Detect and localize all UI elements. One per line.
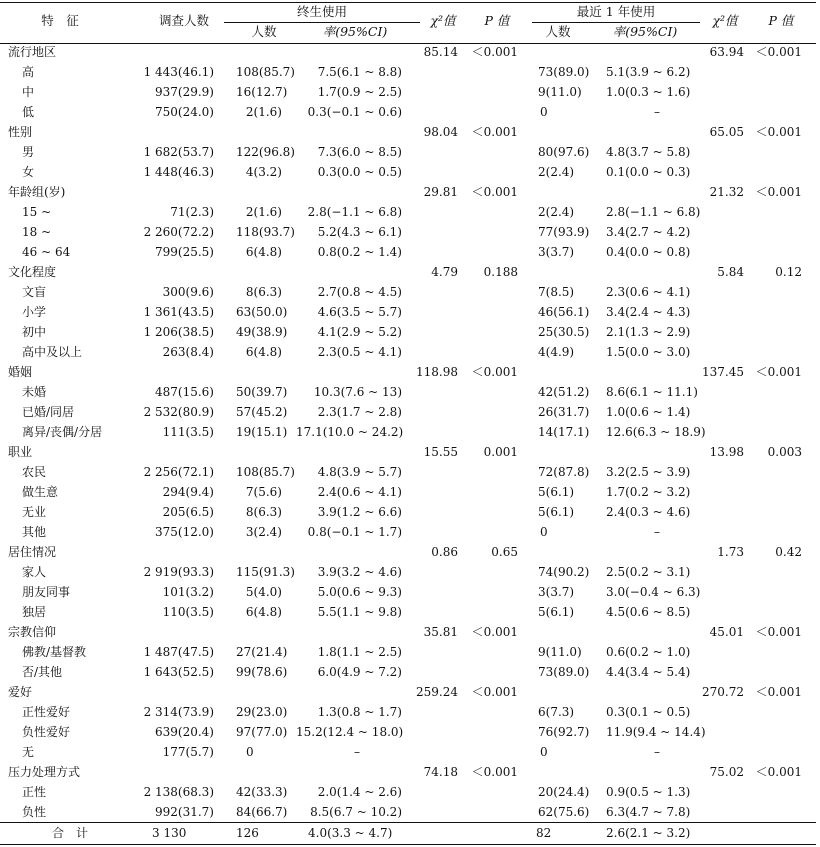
row-label: 小学: [22, 305, 47, 319]
row-label: 18 ~: [22, 225, 52, 239]
cell-rate-lifetime: 8.5(6.7 ~ 10.2): [310, 805, 402, 819]
cell-chi-recent: 1.73: [717, 545, 744, 559]
cell-rate-lifetime: 0.3(0.0 ~ 0.5): [317, 165, 402, 179]
cell-count-recent: 5(6.1): [538, 485, 575, 499]
row-label: 流行地区: [8, 45, 57, 59]
cell-count-lifetime: 99(78.6): [236, 665, 288, 679]
cell-rate-recent: 3.2(2.5 ~ 3.9): [606, 465, 691, 479]
cell-count-recent: 20(24.4): [538, 785, 590, 799]
cell-rate-lifetime: 15.2(12.4 ~ 18.0): [296, 725, 404, 739]
cell-count-recent: 42(51.2): [538, 385, 590, 399]
cell-rate-recent: 8.6(6.1 ~ 11.1): [606, 385, 698, 399]
cell-surveyed: 1 206(38.5): [143, 325, 214, 339]
cell-rate-lifetime: 5.0(0.6 ~ 9.3): [317, 585, 402, 599]
row-label: 无: [22, 745, 35, 759]
cell-rate-lifetime: 1.8(1.1 ~ 2.5): [317, 645, 402, 659]
bottom-rule: [0, 844, 816, 845]
cell-rate-recent: –: [654, 745, 660, 759]
total-rate-lifetime: 4.0(3.3 ~ 4.7): [308, 826, 393, 840]
cell-surveyed: 300(9.6): [162, 285, 214, 299]
cell-rate-lifetime: 7.5(6.1 ~ 8.8): [317, 65, 402, 79]
cell-p-lifetime: ＜0.001: [471, 365, 518, 379]
cell-rate-recent: 0.3(0.1 ~ 0.5): [606, 705, 691, 719]
cell-p-recent: ＜0.001: [755, 625, 802, 639]
cell-surveyed: 1 443(46.1): [143, 65, 214, 79]
row-label: 已婚/同居: [22, 405, 75, 419]
cell-count-lifetime: 6(4.8): [245, 605, 282, 619]
cell-rate-recent: –: [654, 105, 660, 119]
cell-count-lifetime: 115(91.3): [236, 565, 295, 579]
row-label: 高中及以上: [22, 345, 83, 359]
cell-chi-lifetime: 259.24: [416, 685, 458, 699]
row-label: 否/其他: [22, 665, 63, 679]
row-label: 正性爱好: [22, 705, 71, 719]
cell-rate-lifetime: 2.4(0.6 ~ 4.1): [317, 485, 402, 499]
header-count-recent: 人数: [545, 24, 571, 39]
cell-surveyed: 992(31.7): [155, 805, 214, 819]
cell-rate-recent: 2.1(1.3 ~ 2.9): [606, 325, 691, 339]
row-label: 未婚: [22, 385, 47, 399]
row-label: 农民: [22, 465, 47, 479]
cell-count-recent: 3(3.7): [538, 585, 575, 599]
cell-surveyed: 937(29.9): [155, 85, 214, 99]
cell-chi-recent: 75.02: [709, 765, 744, 779]
cell-count-recent: 2(2.4): [538, 205, 575, 219]
cell-count-lifetime: 8(6.3): [245, 505, 282, 519]
header-rate-recent: [590, 23, 700, 41]
cell-chi-recent: 13.98: [709, 445, 744, 459]
cell-rate-lifetime: 2.7(0.8 ~ 4.5): [317, 285, 402, 299]
header-recent: 最近 1 年使用: [576, 4, 656, 19]
cell-p-lifetime: ＜0.001: [471, 685, 518, 699]
cell-count-lifetime: 7(5.6): [245, 485, 282, 499]
cell-rate-lifetime: 6.0(4.9 ~ 7.2): [317, 665, 402, 679]
cell-count-lifetime: 2(1.6): [245, 105, 282, 119]
cell-p-recent: ＜0.001: [755, 125, 802, 139]
row-label: 离异/丧偶/分居: [22, 425, 103, 439]
cell-count-recent: 73(89.0): [538, 665, 590, 679]
cell-surveyed: 1 682(53.7): [143, 145, 214, 159]
cell-chi-lifetime: 29.81: [423, 185, 458, 199]
cell-surveyed: 750(24.0): [155, 105, 214, 119]
total-count-lifetime: 126: [236, 826, 259, 840]
cell-rate-recent: 0.4(0.0 ~ 0.8): [606, 245, 691, 259]
cell-chi-lifetime: 74.18: [423, 765, 458, 779]
cell-p-recent: 0.003: [767, 445, 802, 459]
cell-surveyed: 110(3.5): [162, 605, 214, 619]
cell-rate-lifetime: 0.8(−0.1 ~ 1.7): [307, 525, 402, 539]
cell-chi-recent: 63.94: [709, 45, 744, 59]
cell-count-recent: 3(3.7): [538, 245, 575, 259]
total-label: 合 计: [51, 826, 88, 840]
row-label: 无业: [22, 505, 47, 519]
row-label: 家人: [22, 565, 47, 579]
cell-surveyed: 639(20.4): [155, 725, 214, 739]
cell-rate-recent: 2.3(0.6 ~ 4.1): [606, 285, 691, 299]
row-label: 压力处理方式: [8, 765, 81, 779]
cell-rate-lifetime: 0.8(0.2 ~ 1.4): [317, 245, 402, 259]
row-label: 性别: [8, 125, 33, 139]
cell-rate-lifetime: 10.3(7.6 ~ 13): [313, 385, 402, 399]
cell-count-lifetime: 97(77.0): [236, 725, 288, 739]
cell-count-lifetime: 108(85.7): [236, 465, 295, 479]
row-label: 其他: [22, 525, 47, 539]
cell-rate-lifetime: 5.5(1.1 ~ 9.8): [317, 605, 402, 619]
cell-rate-lifetime: 4.1(2.9 ~ 5.2): [317, 325, 402, 339]
cell-count-lifetime: 6(4.8): [245, 245, 282, 259]
cell-count-recent: 80(97.6): [538, 145, 590, 159]
cell-rate-recent: 0.6(0.2 ~ 1.0): [606, 645, 691, 659]
cell-rate-recent: 1.7(0.2 ~ 3.2): [606, 485, 691, 499]
header-chi-lifetime-text: χ²值: [430, 13, 456, 28]
cell-count-lifetime: 118(93.7): [236, 225, 295, 239]
cell-rate-recent: 3.0(−0.4 ~ 6.3): [606, 585, 701, 599]
cell-count-lifetime: 108(85.7): [236, 65, 295, 79]
cell-count-recent: 76(92.7): [538, 725, 590, 739]
cell-count-recent: 14(17.1): [538, 425, 590, 439]
cell-count-lifetime: 57(45.2): [236, 405, 288, 419]
cell-rate-recent: 2.4(0.3 ~ 4.6): [606, 505, 691, 519]
row-label: 做生意: [22, 485, 59, 499]
row-label: 高: [22, 65, 35, 79]
cell-rate-recent: 1.0(0.6 ~ 1.4): [606, 405, 691, 419]
cell-rate-lifetime: 4.6(3.5 ~ 5.7): [317, 305, 402, 319]
cell-rate-recent: 11.9(9.4 ~ 14.4): [606, 725, 706, 739]
cell-surveyed: 205(6.5): [162, 505, 214, 519]
cell-count-lifetime: 16(12.7): [236, 85, 288, 99]
cell-count-recent: 7(8.5): [538, 285, 575, 299]
cell-chi-recent: 270.72: [702, 685, 744, 699]
cell-rate-lifetime: 3.9(3.2 ~ 4.6): [317, 565, 402, 579]
cell-count-lifetime: 49(38.9): [236, 325, 288, 339]
cell-surveyed: 101(3.2): [162, 585, 214, 599]
cell-count-recent: 2(2.4): [538, 165, 575, 179]
cell-rate-recent: 1.0(0.3 ~ 1.6): [606, 85, 691, 99]
row-label: 居住情况: [8, 545, 57, 559]
cell-rate-lifetime: 2.0(1.4 ~ 2.6): [317, 785, 402, 799]
row-label: 佛教/基督教: [22, 645, 87, 659]
cell-surveyed: 1 448(46.3): [143, 165, 214, 179]
cell-surveyed: 2 919(93.3): [143, 565, 214, 579]
cell-chi-lifetime: 0.86: [431, 545, 458, 559]
cell-p-lifetime: ＜0.001: [471, 185, 518, 199]
cell-rate-recent: 0.1(0.0 ~ 0.3): [606, 165, 691, 179]
row-label: 文盲: [22, 285, 47, 299]
row-label: 初中: [22, 325, 47, 339]
cell-rate-recent: –: [654, 525, 660, 539]
cell-count-recent: 73(89.0): [538, 65, 590, 79]
cell-p-lifetime: ＜0.001: [471, 765, 518, 779]
cell-chi-lifetime: 15.55: [423, 445, 458, 459]
cell-rate-recent: 0.9(0.5 ~ 1.3): [606, 785, 691, 799]
cell-surveyed: 1 361(43.5): [143, 305, 214, 319]
cell-p-recent: ＜0.001: [755, 685, 802, 699]
cell-chi-recent: 137.45: [702, 365, 744, 379]
total-rate-recent: 2.6(2.1 ~ 3.2): [606, 826, 691, 840]
cell-surveyed: 487(15.6): [155, 385, 214, 399]
row-label: 婚姻: [8, 365, 33, 379]
row-label: 15 ~: [22, 205, 52, 219]
cell-count-lifetime: 5(4.0): [245, 585, 282, 599]
cell-count-lifetime: 3(2.4): [245, 525, 282, 539]
cell-count-lifetime: 4(3.2): [245, 165, 282, 179]
cell-p-recent: 0.42: [775, 545, 802, 559]
row-label: 负性: [22, 805, 47, 819]
header-lifetime: 终生使用: [296, 4, 347, 19]
cell-count-lifetime: 6(4.8): [245, 345, 282, 359]
header-chi-recent-text: χ²值: [712, 13, 738, 28]
cell-rate-lifetime: 4.8(3.9 ~ 5.7): [317, 465, 402, 479]
cell-count-recent: 0: [540, 745, 548, 759]
cell-count-lifetime: 42(33.3): [236, 785, 288, 799]
cell-rate-lifetime: 2.3(1.7 ~ 2.8): [317, 405, 402, 419]
cell-count-lifetime: 50(39.7): [236, 385, 288, 399]
header-p-lifetime-text: P 值: [484, 13, 510, 28]
cell-surveyed: 177(5.7): [162, 745, 214, 759]
cell-count-lifetime: 27(21.4): [236, 645, 288, 659]
header-p-lifetime: [472, 12, 522, 30]
cell-count-recent: 77(93.9): [538, 225, 590, 239]
header-p-recent-text: P 值: [768, 13, 794, 28]
cell-p-recent: ＜0.001: [755, 45, 802, 59]
cell-surveyed: 294(9.4): [162, 485, 214, 499]
cell-rate-lifetime: 3.9(1.2 ~ 6.6): [317, 505, 402, 519]
cell-p-lifetime: ＜0.001: [471, 45, 518, 59]
cell-p-recent: 0.12: [775, 265, 802, 279]
cell-count-recent: 25(30.5): [538, 325, 590, 339]
cell-rate-lifetime: 2.3(0.5 ~ 4.1): [317, 345, 402, 359]
cell-count-recent: 5(6.1): [538, 605, 575, 619]
cell-rate-recent: 12.6(6.3 ~ 18.9): [606, 425, 706, 439]
header-chi-recent: [702, 12, 748, 30]
cell-count-recent: 6(7.3): [538, 705, 575, 719]
row-label: 职业: [8, 445, 33, 459]
cell-p-lifetime: 0.188: [483, 265, 518, 279]
cell-count-lifetime: 8(6.3): [245, 285, 282, 299]
cell-surveyed: 2 314(73.9): [143, 705, 214, 719]
cell-rate-recent: 2.5(0.2 ~ 3.1): [606, 565, 691, 579]
cell-p-recent: ＜0.001: [755, 185, 802, 199]
cell-count-recent: 5(6.1): [538, 505, 575, 519]
cell-surveyed: 2 260(72.2): [143, 225, 214, 239]
header-surveyed: 调查人数: [158, 13, 209, 28]
cell-rate-recent: 4.4(3.4 ~ 5.4): [606, 665, 691, 679]
cell-count-recent: 0: [540, 105, 548, 119]
cell-rate-lifetime: 7.3(6.0 ~ 8.5): [317, 145, 402, 159]
cell-surveyed: 71(2.3): [170, 205, 214, 219]
row-label: 女: [22, 165, 35, 179]
cell-chi-lifetime: 118.98: [416, 365, 458, 379]
cell-p-lifetime: 0.001: [483, 445, 518, 459]
cell-surveyed: 1 487(47.5): [143, 645, 214, 659]
cell-rate-lifetime: 5.2(4.3 ~ 6.1): [317, 225, 402, 239]
row-label: 正性: [22, 785, 47, 799]
cell-count-lifetime: 2(1.6): [245, 205, 282, 219]
cell-chi-recent: 5.84: [717, 265, 744, 279]
cell-rate-recent: 5.1(3.9 ~ 6.2): [606, 65, 691, 79]
cell-count-lifetime: 29(23.0): [236, 705, 288, 719]
cell-count-recent: 74(90.2): [538, 565, 590, 579]
cell-surveyed: 375(12.0): [155, 525, 214, 539]
header-feature: 特 征: [41, 13, 79, 28]
cell-surveyed: 1 643(52.5): [143, 665, 214, 679]
cell-surveyed: 2 532(80.9): [143, 405, 214, 419]
row-label: 朋友同事: [22, 585, 71, 599]
header-rate-lifetime: [300, 23, 410, 41]
cell-count-recent: 9(11.0): [538, 85, 582, 99]
row-label: 宗教信仰: [8, 625, 57, 639]
cell-p-lifetime: 0.65: [491, 545, 518, 559]
cell-chi-lifetime: 4.79: [431, 265, 458, 279]
cell-rate-lifetime: 0.3(−0.1 ~ 0.6): [307, 105, 402, 119]
header-count-lifetime: 人数: [251, 24, 277, 39]
cell-chi-recent: 65.05: [709, 125, 744, 139]
cell-surveyed: 2 256(72.1): [143, 465, 214, 479]
cell-rate-recent: 4.8(3.7 ~ 5.8): [606, 145, 691, 159]
header-chi-lifetime: [420, 12, 466, 30]
row-label: 年龄组(岁): [8, 185, 66, 199]
cell-chi-lifetime: 35.81: [423, 625, 458, 639]
header-p-recent: [756, 12, 806, 30]
total-surveyed: 3 130: [152, 826, 187, 840]
cell-count-lifetime: 84(66.7): [236, 805, 288, 819]
row-label: 46 ~ 64: [22, 245, 71, 259]
row-label: 低: [22, 105, 35, 119]
cell-rate-recent: 3.4(2.4 ~ 4.3): [606, 305, 691, 319]
cell-surveyed: 2 138(68.3): [143, 785, 214, 799]
row-label: 男: [22, 145, 35, 159]
row-label: 负性爱好: [22, 725, 71, 739]
cell-p-recent: ＜0.001: [755, 365, 802, 379]
header-rate-recent-text: 率(95%CI): [612, 24, 678, 39]
cell-chi-lifetime: 98.04: [423, 125, 458, 139]
cell-count-lifetime: 19(15.1): [236, 425, 288, 439]
cell-rate-recent: 4.5(0.6 ~ 8.5): [606, 605, 691, 619]
cell-rate-recent: 6.3(4.7 ~ 7.8): [606, 805, 691, 819]
cell-rate-lifetime: 1.7(0.9 ~ 2.5): [317, 85, 402, 99]
cell-count-recent: 46(56.1): [538, 305, 590, 319]
cell-rate-lifetime: –: [354, 745, 360, 759]
row-label: 中: [22, 85, 35, 99]
cell-rate-lifetime: 17.1(10.0 ~ 24.2): [296, 425, 404, 439]
row-label: 爱好: [8, 685, 33, 699]
cell-count-lifetime: 122(96.8): [236, 145, 295, 159]
row-label: 独居: [22, 605, 47, 619]
cell-count-recent: 4(4.9): [538, 345, 575, 359]
row-label: 文化程度: [8, 265, 57, 279]
cell-rate-lifetime: 2.8(−1.1 ~ 6.8): [307, 205, 402, 219]
header-rate-lifetime-text: 率(95%CI): [322, 24, 388, 39]
cell-p-lifetime: ＜0.001: [471, 625, 518, 639]
cell-rate-recent: 2.8(−1.1 ~ 6.8): [606, 205, 701, 219]
cell-p-recent: ＜0.001: [755, 765, 802, 779]
cell-count-recent: 72(87.8): [538, 465, 590, 479]
cell-rate-recent: 1.5(0.0 ~ 3.0): [606, 345, 691, 359]
total-count-recent: 82: [536, 826, 552, 840]
cell-surveyed: 799(25.5): [155, 245, 214, 259]
cell-count-lifetime: 0: [246, 745, 254, 759]
cell-chi-lifetime: 85.14: [423, 45, 458, 59]
cell-count-recent: 0: [540, 525, 548, 539]
cell-surveyed: 111(3.5): [162, 425, 214, 439]
cell-count-lifetime: 63(50.0): [236, 305, 288, 319]
cell-p-lifetime: ＜0.001: [471, 125, 518, 139]
cell-rate-lifetime: 1.3(0.8 ~ 1.7): [317, 705, 402, 719]
cell-chi-recent: 45.01: [709, 625, 744, 639]
cell-chi-recent: 21.32: [709, 185, 744, 199]
cell-count-recent: 62(75.6): [538, 805, 590, 819]
cell-surveyed: 263(8.4): [162, 345, 214, 359]
cell-count-recent: 26(31.7): [538, 405, 590, 419]
cell-rate-recent: 3.4(2.7 ~ 4.2): [606, 225, 691, 239]
cell-count-recent: 9(11.0): [538, 645, 582, 659]
